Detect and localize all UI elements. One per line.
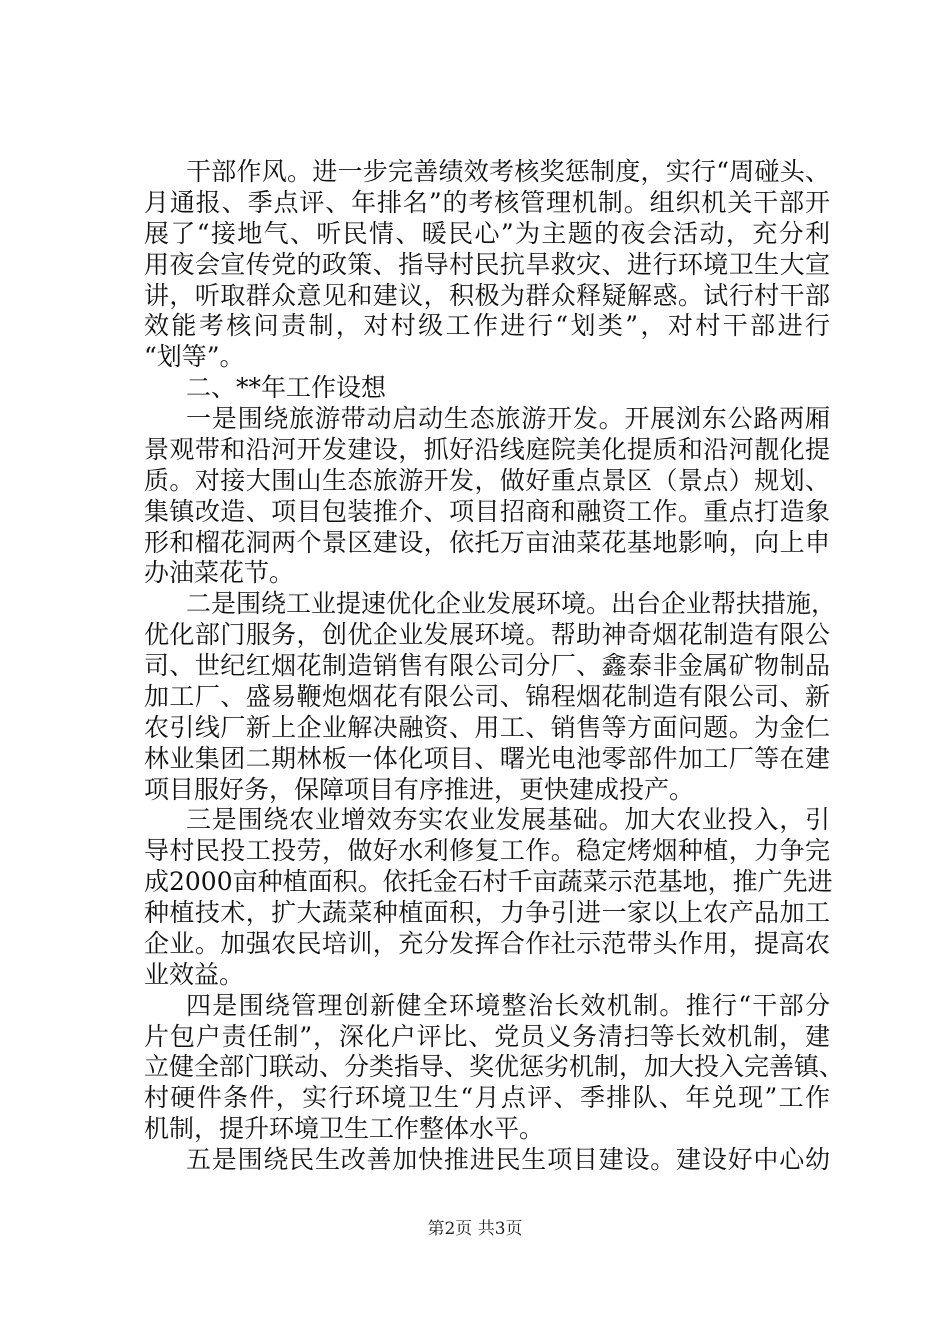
text-line: 三是围绕农业增效夯实农业发展基础。加大农业投入，引 xyxy=(186,805,830,835)
text-line: 片包户责任制”，深化户评比、党员义务清扫等长效机制，建 xyxy=(144,1021,830,1051)
text-line: 导村民投工投劳，做好水利修复工作。稳定烤烟种植，力争完 xyxy=(144,836,830,866)
text-line: 村硬件条件，实行环境卫生“月点评、季排队、年兑现”工作 xyxy=(144,1083,830,1113)
section-heading: 二、**年工作设想 xyxy=(186,373,387,403)
text-line: 五是围绕民生改善加快推进民生项目建设。建设好中心幼 xyxy=(186,1145,830,1174)
text-line: 机制，提升环境卫生工作整体水平。 xyxy=(144,1114,545,1144)
text-line: 形和榴花洞两个景区建设，依托万亩油菜花基地影响，向上申 xyxy=(144,527,830,557)
page-footer: 第2页 共3页 xyxy=(427,1219,523,1239)
text-line: 展了“接地气、听民情、暖民心”为主题的夜会活动，充分利 xyxy=(144,218,830,248)
text-line: 企业。加强农民培训，充分发挥合作社示范带头作用，提高农 xyxy=(144,928,830,958)
text-line: 一是围绕旅游带动启动生态旅游开发。开展浏东公路两厢 xyxy=(186,404,830,433)
text-line: 二是围绕工业提速优化企业发展环境。出台企业帮扶措施， xyxy=(186,589,837,619)
text-line: 干部作风。进一步完善绩效考核奖惩制度，实行“周碰头、 xyxy=(186,157,830,186)
text-line: 四是围绕管理创新健全环境整治长效机制。推行“干部分 xyxy=(186,990,830,1020)
text-line: 质。对接大围山生态旅游开发，做好重点景区（景点）规划、 xyxy=(144,465,830,495)
text-line: 司、世纪红烟花制造销售有限公司分厂、鑫泰非金属矿物制品 xyxy=(144,651,830,680)
text-line: 林业集团二期林板一体化项目、曙光电池零部件加工厂等在建 xyxy=(144,743,830,773)
text-line: 用夜会宣传党的政策、指导村民抗旱救灾、进行环境卫生大宣 xyxy=(144,249,830,279)
text-line: 业效益。 xyxy=(144,959,245,989)
text-line: 集镇改造、项目包装推介、项目招商和融资工作。重点打造象 xyxy=(144,496,830,526)
text-line: 效能考核问责制，对村级工作进行“划类”，对村干部进行 xyxy=(144,311,830,341)
text-line: 月通报、季点评、年排名”的考核管理机制。组织机关干部开 xyxy=(144,187,830,217)
text-line: 景观带和沿河开发建设，抓好沿线庭院美化提质和沿河靓化提 xyxy=(144,434,830,464)
text-line: 讲，听取群众意见和建议，积极为群众释疑解惑。试行村干部 xyxy=(144,280,830,310)
text-line: 成2000亩种植面积。依托金石村千亩蔬菜示范基地，推广先进 xyxy=(144,867,833,897)
text-line: 办油菜花节。 xyxy=(144,558,295,588)
text-line: 项目服好务，保障项目有序推进，更快建成投产。 xyxy=(144,774,695,804)
text-line: 优化部门服务，创优企业发展环境。帮助神奇烟花制造有限公 xyxy=(144,620,830,650)
text-line: 农引线厂新上企业解决融资、用工、销售等方面问题。为金仁 xyxy=(144,712,830,742)
text-line: 加工厂、盛易鞭炮烟花有限公司、锦程烟花制造有限公司、新 xyxy=(144,681,830,711)
text-line: 立健全部门联动、分类指导、奖优惩劣机制，加大投入完善镇、 xyxy=(144,1052,845,1082)
text-line: “划等”。 xyxy=(144,342,245,372)
text-line: 种植技术，扩大蔬菜种植面积，力争引进一家以上农产品加工 xyxy=(144,898,830,927)
